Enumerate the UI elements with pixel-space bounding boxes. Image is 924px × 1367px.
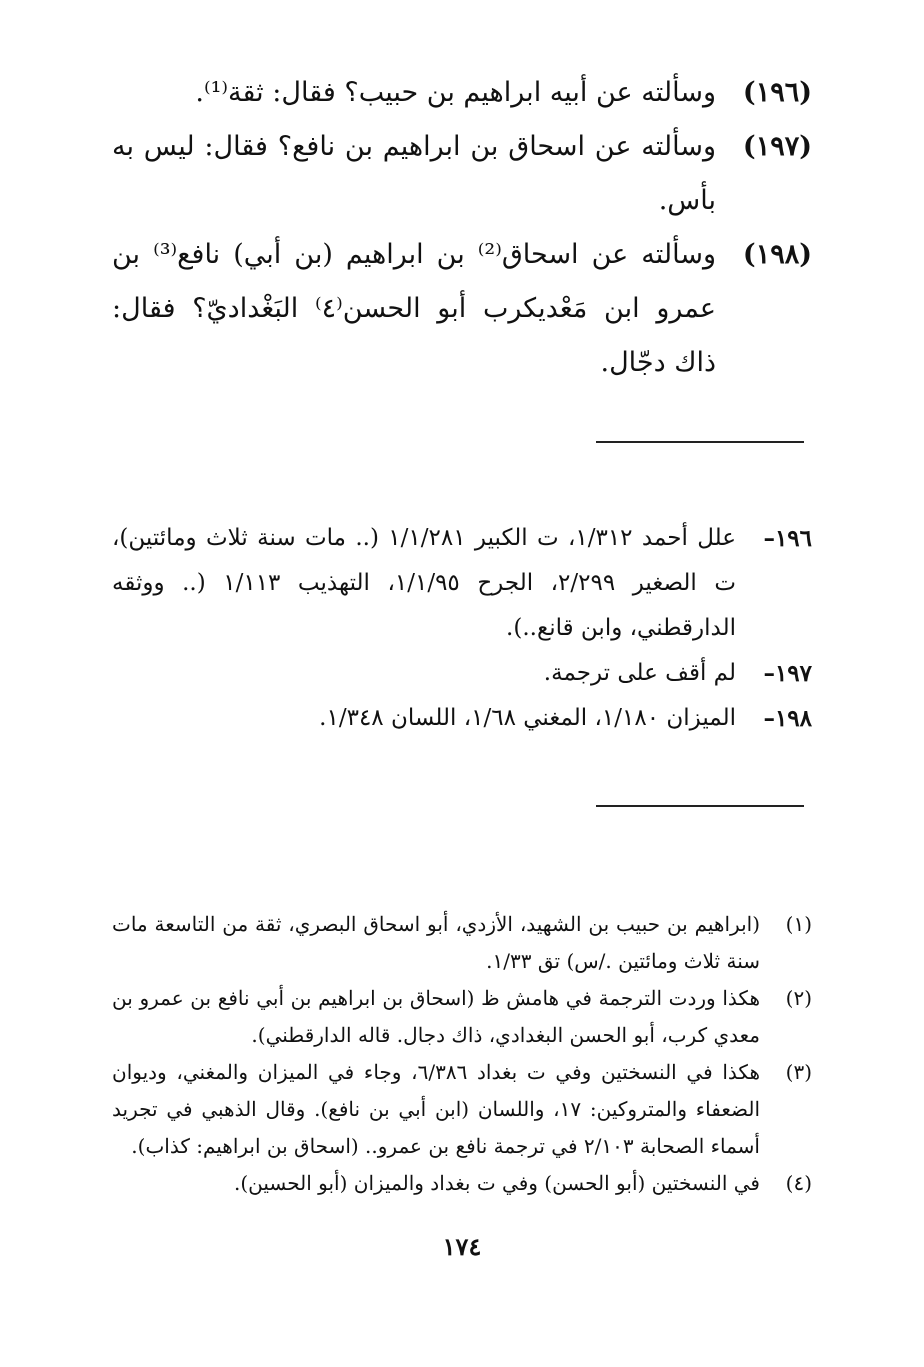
source-entry-197 [112,651,812,696]
footnote-text: هكذا في النسختين وفي ت بغداد ٦/٣٨٦، وجاء في الميزان والمغني، وديوان الضعفاء والمتروكين: ١٧، واللسان (ابن أبي بن نافع). وقال الذهبي في تجريد أسماء الصحابة ٢/١٠٣ في ترجمة نافع بن عمرو.. (اسحاق بن ابراهيم: كذاب). [112,1060,761,1158]
footnote-number: (٢) [785,986,812,1010]
source-entry-198 [112,696,812,741]
source-text: علل أحمد ١/٣١٢، ت الكبير ١/١/٢٨١ (.. مات سنة ثلاث ومائتين)، ت الصغير ٢/٢٩٩، الجرح ١/١/٩٥، التهذيب ١/١١٣ (.. ووثقه الدارقطني، وابن قانع..). [112,525,736,641]
source-entry-196 [112,516,812,651]
footnote-number: (٤) [785,1171,812,1195]
source-text: لم أقف على ترجمة. [543,660,736,686]
source-number: ١٩٦– [763,525,812,552]
source-number: ١٩٧– [763,660,812,687]
main-entry-197 [112,120,812,228]
footnote-number: (٣) [785,1060,812,1084]
footnote-1 [112,906,812,980]
entry-text: وسألته عن اسحاق بن ابراهيم بن نافع؟ فقال: ليس به بأس. [112,131,716,216]
entry-text: وسألته عن أبيه ابراهيم بن حبيب؟ فقال: ثقة⁽¹⁾. [195,77,716,108]
source-number: ١٩٨– [763,705,812,732]
footnote-number: (١) [785,912,812,936]
page-number: ١٧٤ [442,1232,482,1261]
main-text [112,66,812,390]
footnote-2 [112,980,812,1054]
main-entry-196 [112,66,812,120]
entry-number: (١٩٦) [742,77,812,108]
footnote-4 [112,1165,812,1202]
entry-text: وسألته عن اسحاق⁽²⁾ بن ابراهيم (بن أبي) نافع⁽³⁾ بن عمرو ابن مَعْديكرب أبو الحسن⁽٤⁾ البَغْداديّ؟ فقال: ذاك دجّال. [112,239,716,378]
source-text: الميزان ١/١٨٠، المغني ١/٦٨، اللسان ١/٣٤٨. [319,705,736,731]
footnote-3 [112,1054,812,1165]
entry-number: (١٩٧) [742,131,812,162]
footnotes-section [112,906,812,1202]
entry-number: (١٩٨) [742,239,812,270]
footnote-text: (ابراهيم بن حبيب بن الشهيد، الأزدي، أبو اسحاق البصري، ثقة من التاسعة مات سنة ثلاث ومائتين ./س) تق ١/٣٣. [112,912,760,973]
separator-rule-bottom [596,805,804,807]
footnote-text: في النسختين (أبو الحسن) وفي ت بغداد والميزان (أبو الحسين). [233,1171,760,1195]
sources-section [112,516,812,741]
main-entry-198 [112,228,812,390]
footnote-text: هكذا وردت الترجمة في هامش ظ (اسحاق بن ابراهيم بن أبي نافع بن عمرو بن معدي كرب، أبو الحسن البغدادي، ذاك دجال. قاله الدارقطني). [112,986,761,1047]
separator-rule-top [596,441,804,443]
